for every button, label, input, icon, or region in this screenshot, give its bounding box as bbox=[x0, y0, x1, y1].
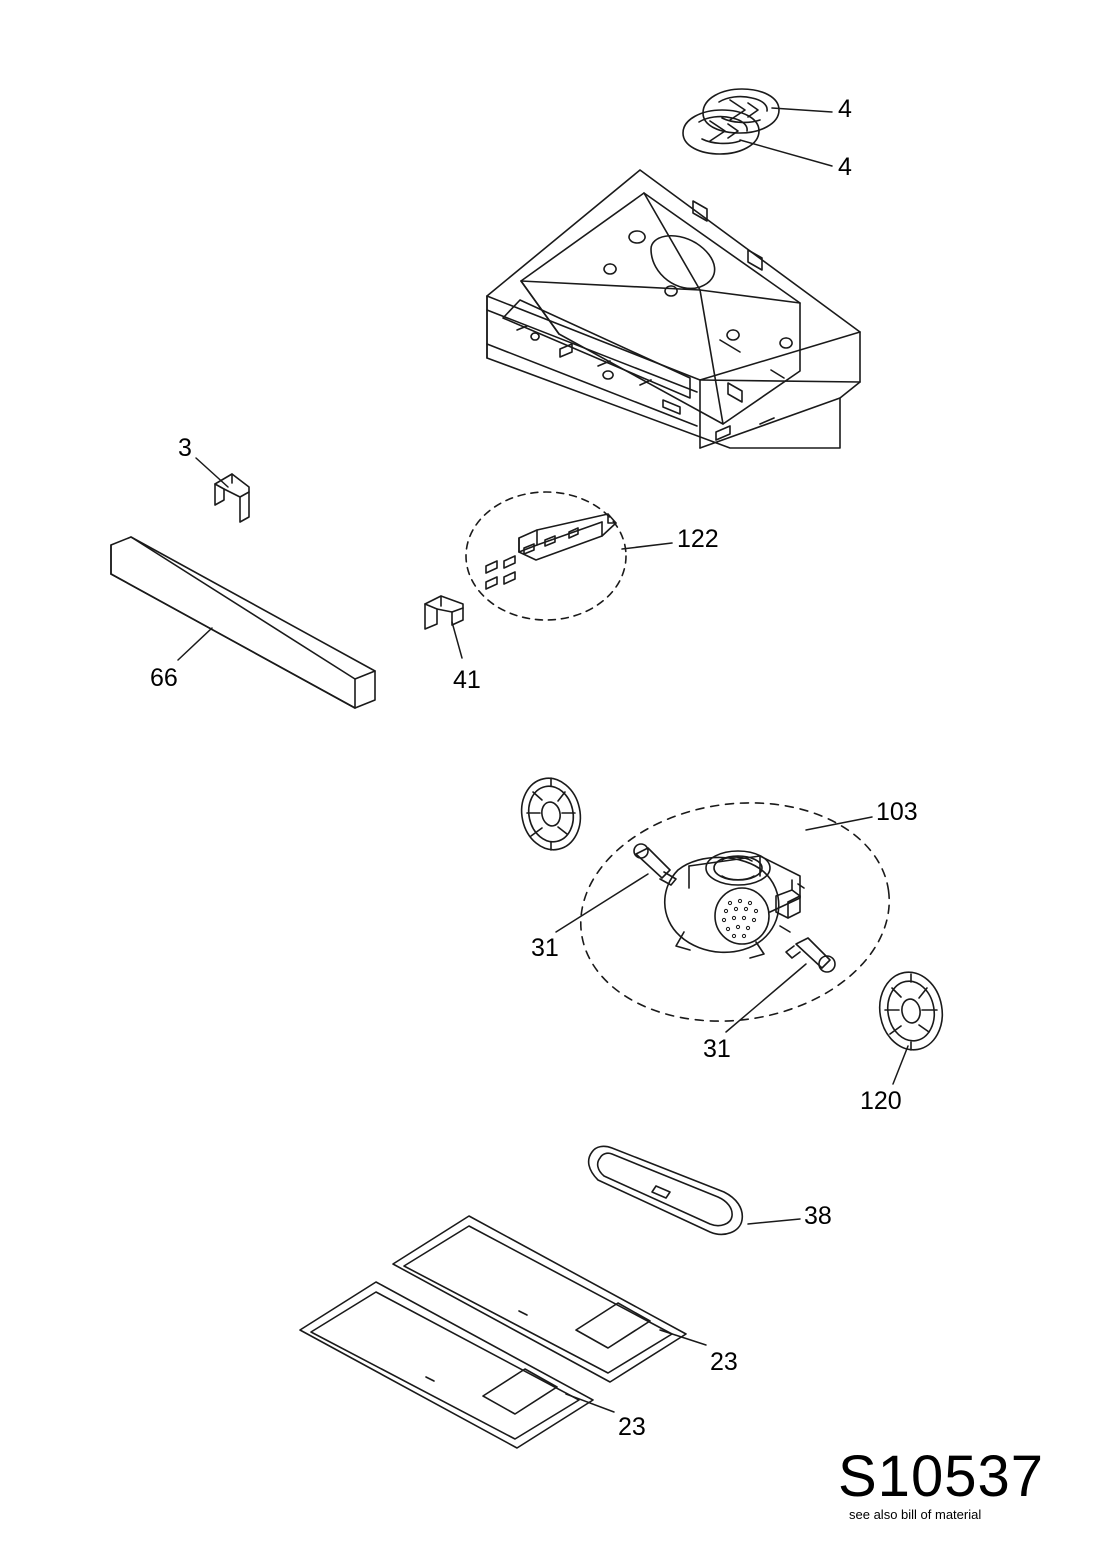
part-41-bracket bbox=[425, 596, 463, 629]
callout-23-lower: 23 bbox=[618, 1413, 646, 1441]
part-3-bracket bbox=[215, 474, 249, 522]
callout-31-upper: 31 bbox=[531, 934, 559, 962]
diagram-code: S10537 bbox=[838, 1444, 1044, 1509]
part-122-harness bbox=[466, 492, 626, 620]
callout-31-lower: 31 bbox=[703, 1035, 731, 1063]
callout-4-upper: 4 bbox=[838, 95, 852, 123]
callout-41: 41 bbox=[453, 666, 481, 694]
callout-103: 103 bbox=[876, 798, 918, 826]
part-120-wheel-left bbox=[515, 773, 587, 855]
hood-body bbox=[487, 170, 860, 448]
part-103-blower bbox=[566, 783, 903, 1040]
part-120-wheel-right bbox=[874, 967, 949, 1055]
callout-122: 122 bbox=[677, 525, 719, 553]
part-23-filter-lower bbox=[300, 1282, 593, 1448]
part-23-filter-upper bbox=[393, 1216, 686, 1382]
part-31-lower bbox=[786, 938, 835, 972]
callout-66: 66 bbox=[150, 664, 178, 692]
callout-4-lower: 4 bbox=[838, 153, 852, 181]
callout-38: 38 bbox=[804, 1202, 832, 1230]
callout-23-upper: 23 bbox=[710, 1348, 738, 1376]
part-38-lens bbox=[589, 1146, 743, 1234]
callout-3: 3 bbox=[178, 434, 192, 462]
diagram-footer-note: see also bill of material bbox=[849, 1507, 982, 1522]
callout-120: 120 bbox=[860, 1087, 902, 1115]
